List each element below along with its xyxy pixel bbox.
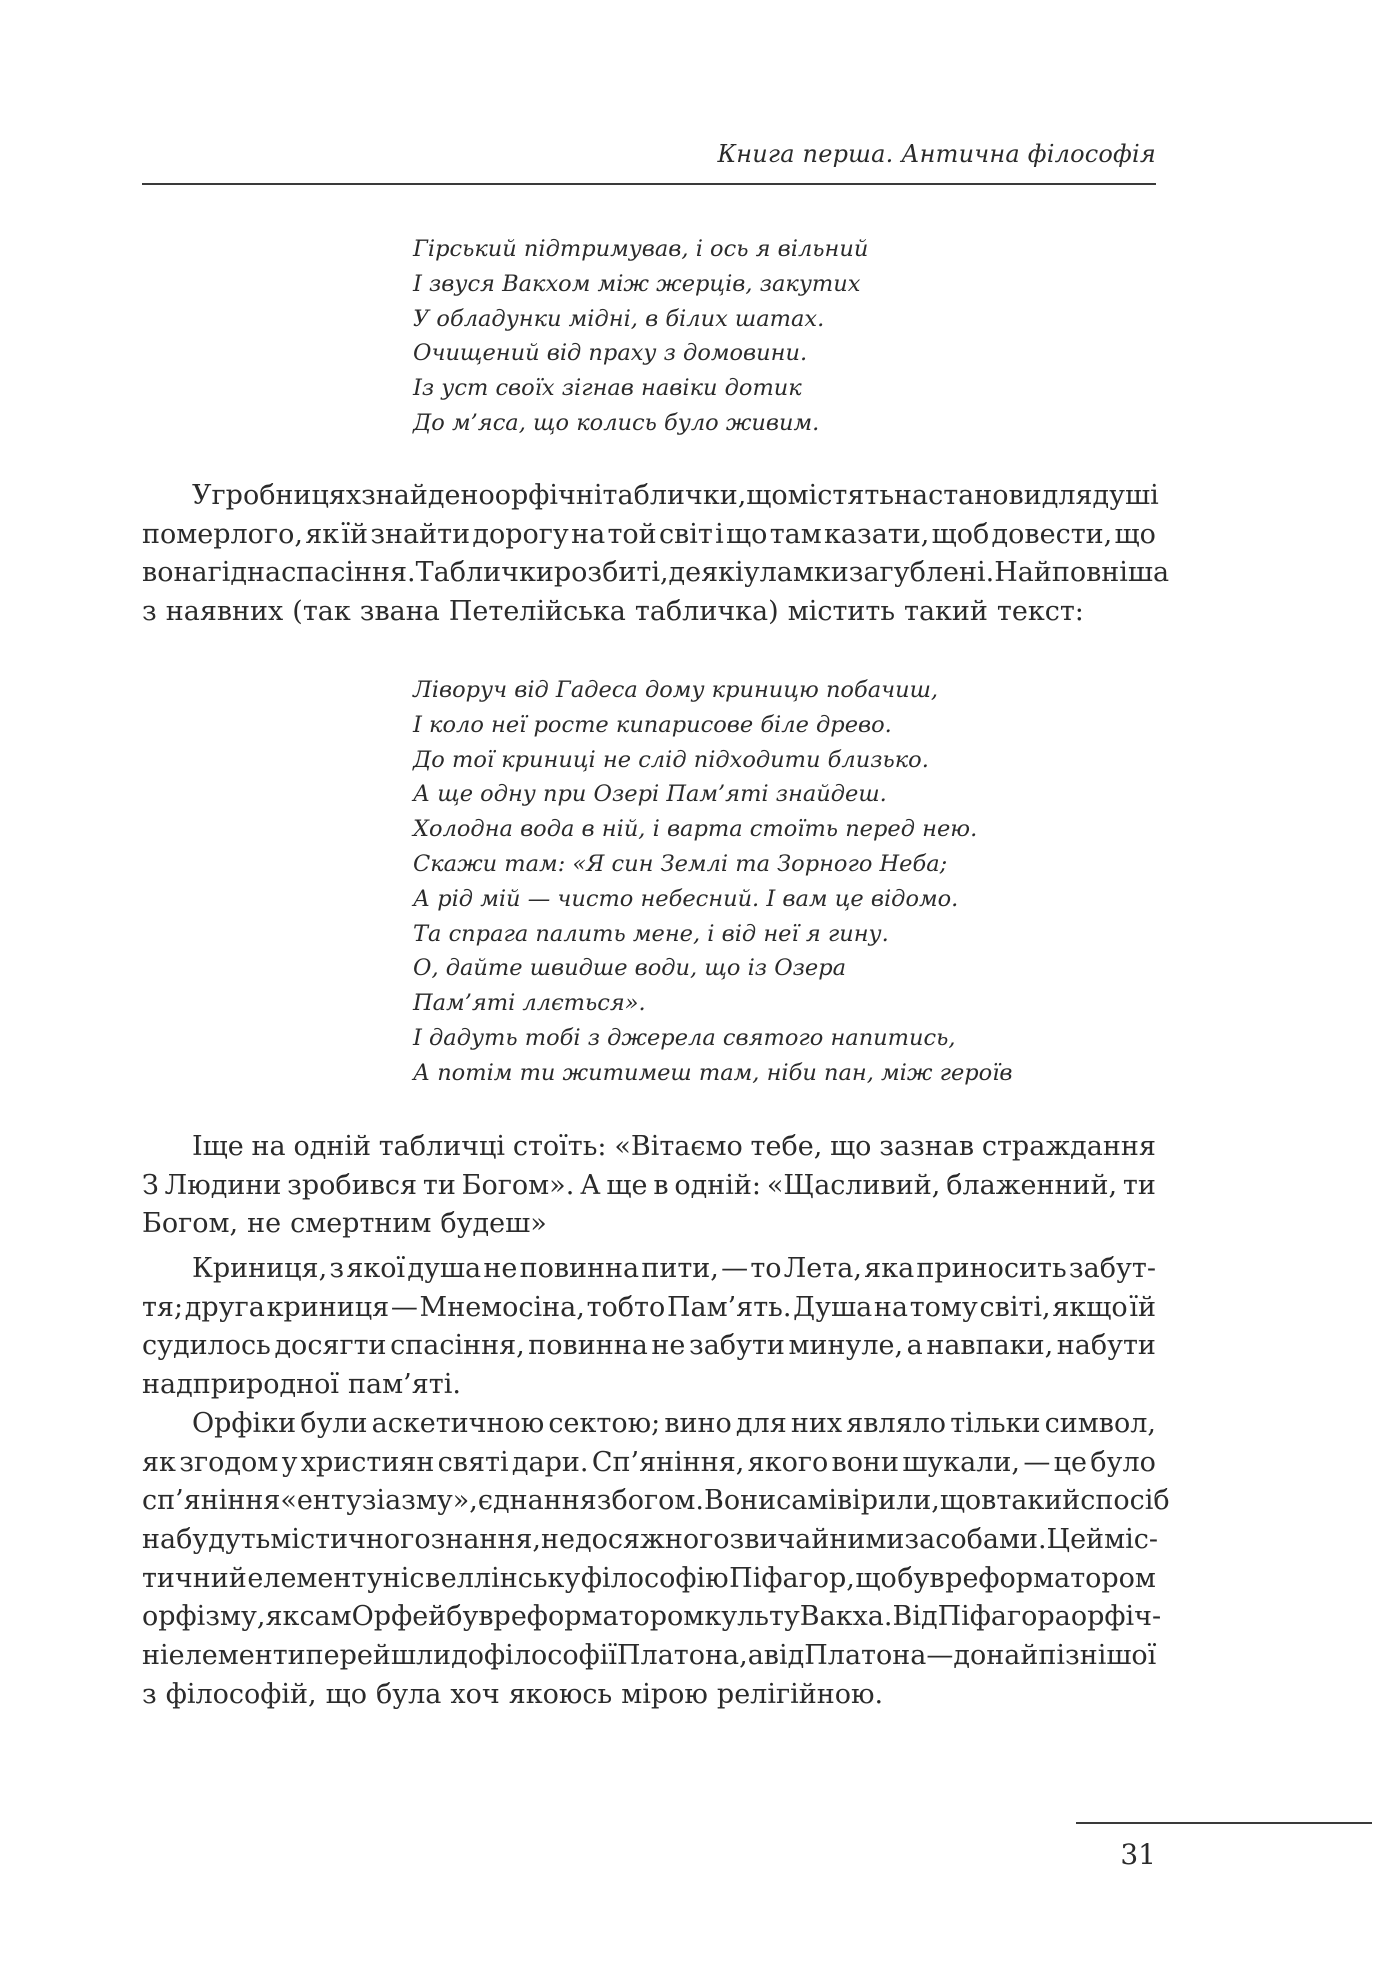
verse-line: У обладунки мідні, в білих шатах.	[413, 305, 825, 332]
verse-block-1	[413, 232, 868, 441]
paragraph-4	[142, 1405, 1170, 1715]
verse-line: До м’яса, що колись було живим.	[413, 409, 820, 436]
text-line: вона гідна спасіння. Таблички розбиті, деякі уламки загублені. Найповніша	[142, 557, 1170, 589]
text-line: з наявних (так звана Петелійська табличка) містить такий текст:	[142, 596, 1084, 628]
text-line: тя; друга криниця — Мнемосіна, тобто Пам’ять. Душа на тому світі, якщо їй	[142, 1291, 1156, 1323]
text-line: набудуть містичного знання, недосяжного звичайними засобами. Цей міс-	[142, 1524, 1158, 1556]
text-line: надприродної пам’яті.	[142, 1369, 461, 1401]
verse-block-2	[413, 673, 1013, 1091]
text-line: тичний елемент уніс в еллінську філософію Піфагор, що був реформатором	[142, 1562, 1156, 1594]
page-number: 31	[1120, 1838, 1156, 1871]
verse-line: О, дайте швидше води, що із Озера	[413, 955, 847, 982]
verse-line: А рід мій — чисто небесний. І вам це відомо.	[413, 885, 959, 912]
text-line: З Людини зробився ти Богом». А ще в одній: «Щасливий, блаженний, ти	[142, 1169, 1156, 1201]
text-line: Іще на одній табличці стоїть: «Вітаємо тебе, що зазнав страждання	[192, 1131, 1156, 1162]
verse-line: Скажи там: «Я син Землі та Зорного Неба;	[413, 850, 948, 877]
paragraph-2	[142, 1128, 1156, 1244]
verse-line: І коло неї росте кипарисове біле древо.	[413, 711, 892, 738]
text-line: Богом, не смертним будеш»	[142, 1208, 547, 1240]
verse-line: Холодна вода в ній, і варта стоїть перед нею.	[413, 816, 978, 843]
verse-line: А потім ти житимеш там, ніби пан, між героїв	[413, 1059, 1013, 1086]
text-line: Орфіки були аскетичною сектою; вино для них являло тільки символ,	[192, 1408, 1156, 1439]
text-line: судилось досягти спасіння, повинна не забути минуле, а навпаки, набути	[142, 1330, 1156, 1362]
header-rule	[142, 183, 1156, 185]
text-line: У гробницях знайдено орфічні таблички, що містять настанови для душі	[192, 480, 1159, 511]
verse-line: Пам’яті ллється».	[413, 990, 646, 1017]
text-line: Криниця, з якої душа не повинна пити, — то Лета, яка приносить забут-	[192, 1253, 1156, 1284]
verse-line: До тої криниці не слід підходити близько.	[413, 746, 929, 773]
verse-line: Та спрага палить мене, і від неї я гину.	[413, 920, 889, 947]
paragraph-1	[142, 477, 1170, 632]
verse-line: Ліворуч від Гадеса дому криницю побачиш,	[413, 677, 939, 703]
running-header: Книга перша. Антична філософія	[717, 140, 1156, 168]
verse-line: А ще одну при Озері Пам’яті знайдеш.	[413, 781, 887, 808]
verse-line: Гірський підтримував, і ось я вільний	[413, 236, 869, 262]
text-line: як згодом у християн святі дари. Сп’яніння, якого вони шукали, — це було	[142, 1446, 1156, 1478]
paragraph-3	[142, 1250, 1156, 1405]
text-line: орфізму, як сам Орфей був реформатором культу Вакха. Від Піфагора орфіч-	[142, 1601, 1162, 1633]
verse-line: Очищений від праху з домовини.	[413, 340, 808, 367]
text-line: з філософій, що була хоч якоюсь мірою релігійною.	[142, 1678, 884, 1710]
footer-rule	[1076, 1822, 1372, 1824]
verse-line: І дадуть тобі з джерела святого напитись,	[413, 1024, 956, 1051]
verse-line: І звуся Вакхом між жерців, закутих	[413, 270, 861, 297]
text-line: сп’яніння «ентузіазму», єднання з богом. Вони самі вірили, що в такий спосіб	[142, 1485, 1170, 1517]
text-line: померлого, як їй знайти дорогу на той світ і що там казати, щоб довести, що	[142, 518, 1156, 550]
verse-line: Із уст своїх зігнав навіки дотик	[413, 375, 802, 402]
text-line: ні елементи перейшли до філософії Платона, а від Платона — до найпізнішої	[142, 1640, 1157, 1672]
